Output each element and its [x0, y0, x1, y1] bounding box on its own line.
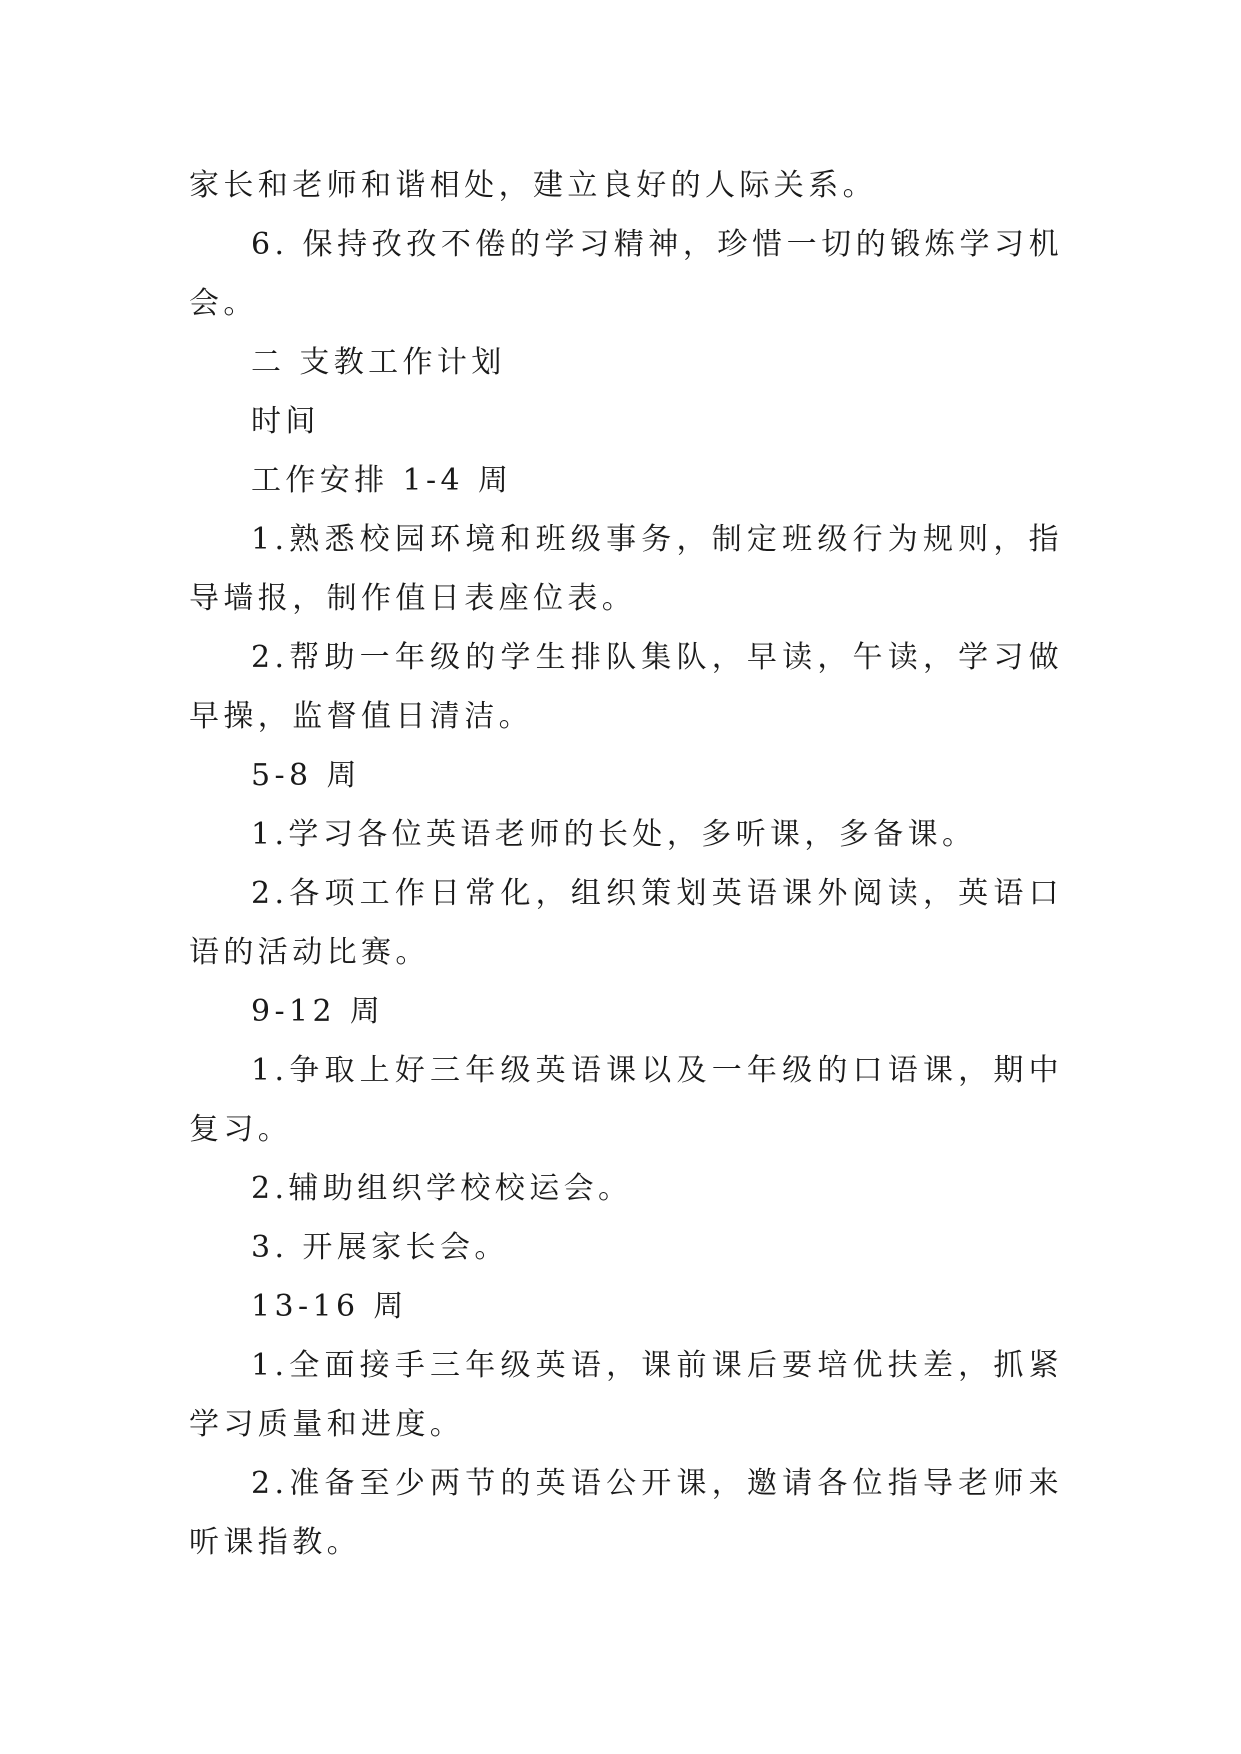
label-week-5-8: 5-8 周 [251, 758, 361, 793]
section-heading-plan: 二 支教工作计划 [251, 345, 506, 380]
paragraph-week-5-8-item-2: 2.各项工作日常化，组织策划英语课外阅读，英语口语的活动比赛。 [189, 876, 1063, 970]
paragraph-week-1-4-item-1: 1.熟悉校园环境和班级事务，制定班级行为规则，指导墙报，制作值日表座位表。 [189, 522, 1063, 616]
paragraph-week-1-4-item-2: 2.帮助一年级的学生排队集队，早读，午读，学习做早操，监督值日清洁。 [189, 640, 1063, 734]
paragraph-week-13-16-item-2: 2.准备至少两节的英语公开课，邀请各位指导老师来听课指教。 [189, 1466, 1063, 1560]
paragraph-week-9-12-item-3: 3. 开展家长会。 [251, 1230, 509, 1265]
paragraph-week-13-16-item-1: 1.全面接手三年级英语，课前课后要培优扶差，抓紧学习质量和进度。 [189, 1348, 1063, 1442]
label-week-9-12: 9-12 周 [251, 994, 385, 1029]
paragraph-week-5-8-item-1: 1.学习各位英语老师的长处，多听课，多备课。 [251, 817, 977, 852]
paragraph-item-6: 6. 保持孜孜不倦的学习精神，珍惜一切的锻炼学习机会。 [189, 227, 1063, 321]
label-week-13-16: 13-16 周 [251, 1289, 408, 1324]
paragraph-week-9-12-item-1: 1.争取上好三年级英语课以及一年级的口语课，期中复习。 [189, 1053, 1063, 1147]
document-body [189, 156, 1063, 1572]
label-time: 时间 [251, 404, 320, 439]
paragraph-week-9-12-item-2: 2.辅助组织学校校运会。 [251, 1171, 633, 1206]
label-schedule-week-1-4: 工作安排 1-4 周 [251, 463, 513, 498]
paragraph-continuation: 家长和老师和谐相处，建立良好的人际关系。 [189, 168, 877, 203]
